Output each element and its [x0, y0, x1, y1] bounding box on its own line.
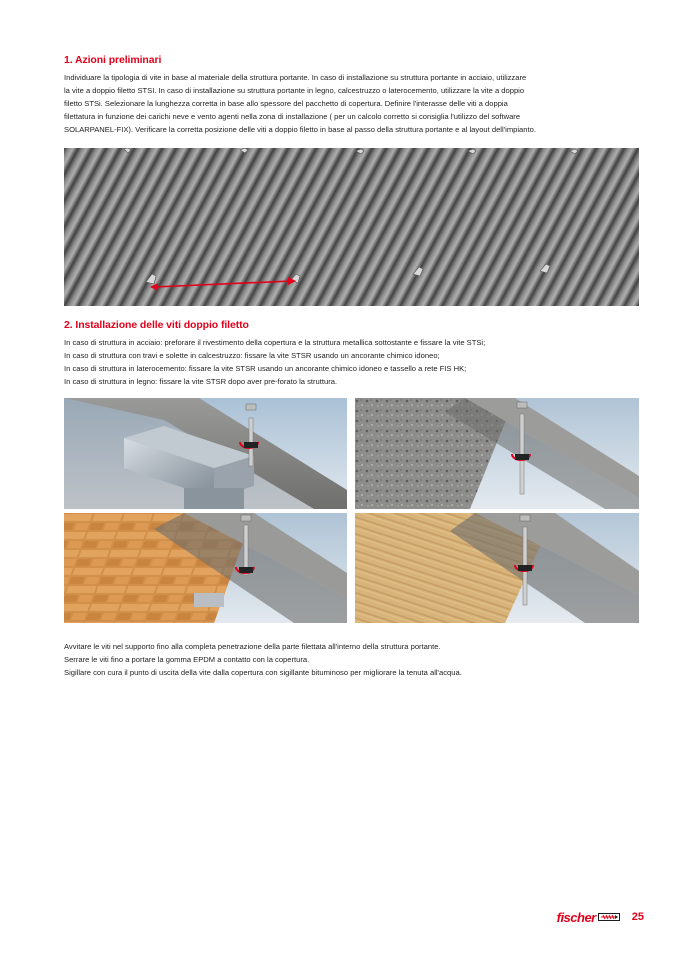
page-number: 25: [631, 911, 644, 923]
text-line: In caso di struttura in laterocemento: fissare la vite STSR usando un ancorante chimico idoneo e tassello a rete FIS HK;: [64, 364, 467, 373]
text-line: In caso di struttura in acciaio: preforare il rivestimento della copertura e la struttura metallica sottostante e fissare la vite STSi;: [64, 338, 486, 347]
steel-structure-illustration: [64, 398, 347, 509]
text-line: In caso di struttura con travi e solette in calcestruzzo: fissare la vite STSR usando un ancorante chimico idoneo;: [64, 351, 440, 360]
brick-structure-illustration: [64, 513, 347, 623]
text-line: Serrare le viti fino a portare la gomma EPDM a contatto con la copertura.: [64, 655, 310, 664]
concrete-structure-illustration: [355, 398, 639, 509]
section-2-paragraph: [64, 336, 649, 388]
page-footer: [557, 909, 644, 925]
section-1-paragraph: [64, 71, 649, 136]
text-line: In caso di struttura in legno: fissare la vite STSR dopo aver pre-forato la struttura.: [64, 377, 338, 386]
brand-logo: [557, 910, 620, 925]
wood-structure-illustration: [355, 513, 639, 623]
text-line: Avvitare le viti nel supporto fino alla completa penetrazione della parte filettata all'interno della struttura portante.: [64, 642, 441, 651]
text-line: filettatura in funzione dei carichi neve e vento agenti nella zona di installazione ( per un calcolo corretto si consiglia l'utilizzo del software: [64, 112, 521, 121]
section-1-title: 1. Azioni preliminari: [64, 54, 162, 66]
closing-paragraph: [64, 640, 649, 679]
section-2-title: 2. Installazione delle viti doppio filetto: [64, 319, 249, 331]
text-line: SOLARPANEL-FIX). Verificare la corretta posizione delle viti a doppio filetto in base al passo della struttura portante e al layout dell'impianto.: [64, 125, 536, 134]
text-line: la vite a doppio filetto STSI. In caso di installazione su struttura portante in legno, calcestruzzo o laterocemento, utilizzare la vite a doppio: [64, 86, 525, 95]
fischer-screw-logo-icon: [598, 912, 620, 922]
text-line: Individuare la tipologia di vite in base al materiale della struttura portante. In caso di installazione su struttura portante in acciaio, utilizzare: [64, 73, 527, 82]
text-line: filetto STSi. Selezionare la lunghezza corretta in base allo spessore del pacchetto di copertura. Definire l'interasse delle viti a doppia: [64, 99, 508, 108]
text-line: Sigillare con cura il punto di uscita della vite dalla copertura con sigillante bituminoso per migliorare la tenuta all'acqua.: [64, 668, 462, 677]
brand-name: fischer: [556, 909, 596, 925]
corrugated-roof-photo: [64, 148, 639, 306]
